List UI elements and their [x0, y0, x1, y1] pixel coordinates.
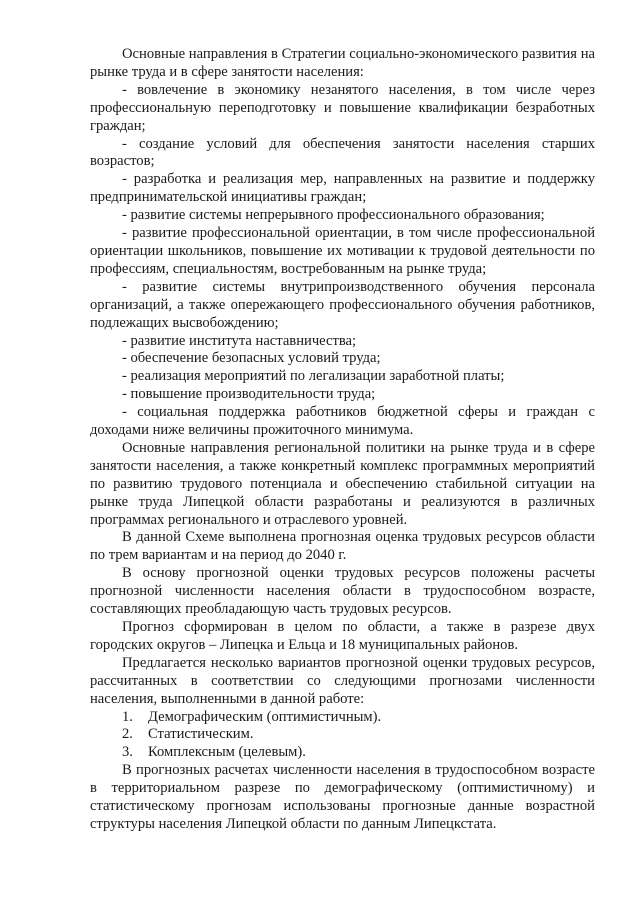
item-text: Демографическим (оптимистичным).	[148, 708, 382, 725]
paragraph-variants: Предлагается несколько вариантов прогнозной оценки трудовых ресурсов, рассчитанных в соответствии со следующими прогнозами численности населения, выполненными в данной работе:	[90, 654, 595, 707]
paragraph-forecast-scope: Прогноз сформирован в целом по области, а также в разрезе двух городских округов – Липецка и Ельца и 18 муниципальных районов.	[90, 619, 595, 653]
item-text: Комплексным (целевым).	[148, 744, 306, 761]
paragraph-forecast-basis: В основу прогнозной оценки трудовых ресурсов положены расчеты прогнозной численности населения области в трудоспособном возрасте, составляющих преобладающую часть трудовых ресурсов.	[90, 565, 595, 618]
item-number: 2.	[122, 726, 133, 743]
list-item: - реализация мероприятий по легализации заработной платы;	[122, 368, 505, 385]
document-body	[90, 46, 595, 834]
paragraph-regional-policy: Основные направления региональной политики на рынке труда и в сфере занятости населения, а также конкретный комплекс программных мероприятий по развитию трудового потенциала и обеспечению стабильной ситуации на рынке труда Липецкой области разработаны и реализуются в различных программах регионального и отраслевого уровней.	[90, 439, 595, 528]
forecast-variant-list	[90, 709, 595, 763]
list-item: - развитие института наставничества;	[122, 332, 357, 349]
list-item: - создание условий для обеспечения занятости населения старших возрастов;	[90, 135, 595, 170]
list-item: - вовлечение в экономику незанятого населения, в том числе через профессиональную переподготовку и повышение квалификации безработных граждан;	[90, 81, 595, 134]
numbered-item	[90, 726, 595, 744]
item-number: 3.	[122, 744, 133, 761]
item-number: 1.	[122, 708, 133, 725]
list-item: - обеспечение безопасных условий труда;	[122, 350, 381, 367]
numbered-item	[90, 744, 595, 762]
list-item: - социальная поддержка работников бюджетной сферы и граждан с доходами ниже величины прожиточного минимума.	[90, 404, 595, 439]
numbered-item	[90, 709, 595, 727]
paragraph-intro: Основные направления в Стратегии социально-экономического развития на рынке труда и в сфере занятости населения:	[90, 46, 595, 80]
list-item: - повышение производительности труда;	[122, 386, 376, 403]
list-item: - развитие системы внутрипроизводственного обучения персонала организаций, а также опережающего профессионального обучения работников, подлежащих высвобождению;	[90, 278, 595, 331]
list-item: - развитие системы непрерывного профессионального образования;	[122, 207, 545, 224]
list-item: - развитие профессиональной ориентации, в том числе профессиональной ориентации школьников, повышение их мотивации к трудовой деятельности по профессиям, специальностям, востребованным на рынке труда;	[90, 225, 595, 277]
paragraph-age-structure: В прогнозных расчетах численности населения в трудоспособном возрасте в территориальном разрезе по демографическому (оптимистичному) и статистическому прогнозам использованы прогнозные данные возрастной структуры населения Липецкой области по данным Липецкстата.	[90, 762, 595, 832]
paragraph-scheme: В данной Схеме выполнена прогнозная оценка трудовых ресурсов области по трем вариантам и на период до 2040 г.	[90, 529, 595, 564]
item-text: Статистическим.	[148, 726, 254, 743]
list-item: - разработка и реализация мер, направленных на развитие и поддержку предпринимательской инициативы граждан;	[90, 171, 595, 206]
